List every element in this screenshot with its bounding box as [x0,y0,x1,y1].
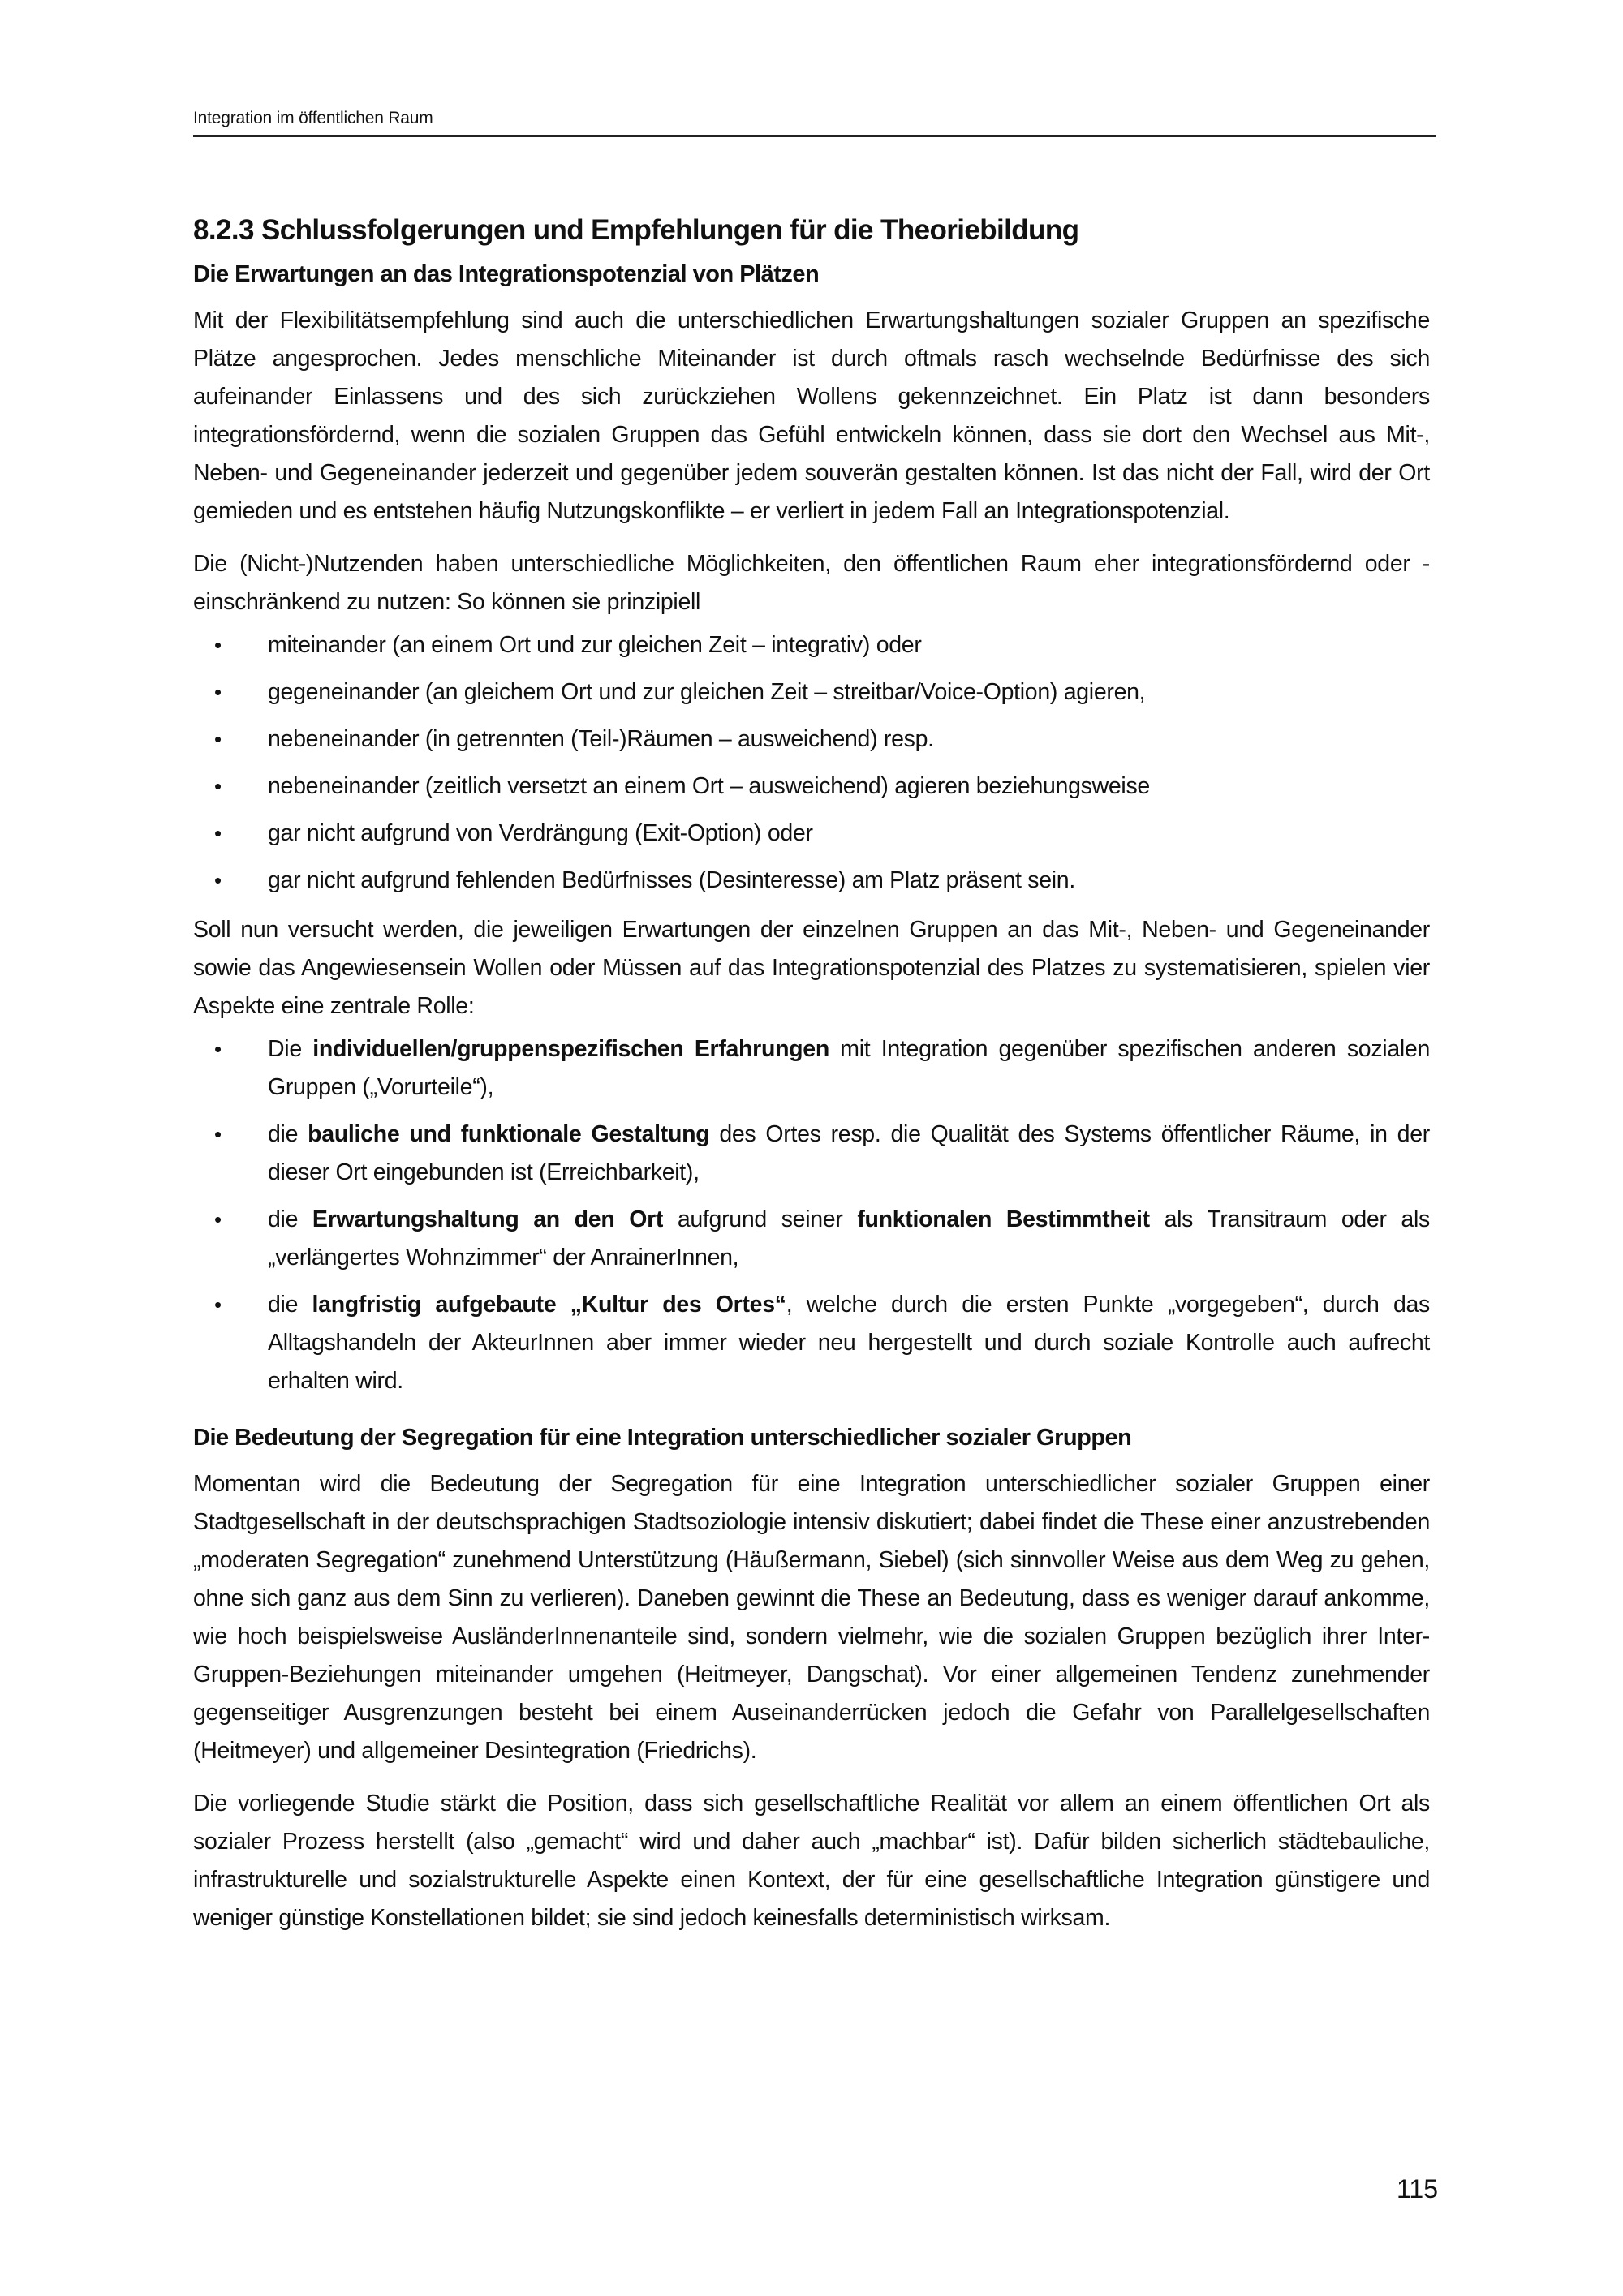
subsection-heading-expectations: Die Erwartungen an das Integrationspotenzial von Plätzen [193,261,820,287]
list-item [193,1116,1430,1192]
bullet-icon: • [214,868,222,892]
paragraph: Die vorliegende Studie stärkt die Position, dass sich gesellschaftliche Realität vor allem an einem öffentlichen Ort als sozialer Prozess herstellt (also „gemacht“ wird und daher auch „machbar“ ist). Dafür bilden sicherlich städtebauliche, infrastrukturelle und sozialstrukturelle Aspekte einen Kontext, der für eine gesellschaftliche Integration günstigere und weniger günstige Konstellationen bildet; sie sind jedoch keinesfalls deterministisch wirksam. [193,1791,1430,1931]
bullet-icon: • [214,1037,222,1061]
list-item [193,862,1430,900]
list-item [193,1030,1430,1107]
bullet-icon: • [214,680,222,704]
page-number: 115 [1396,2174,1438,2204]
list-item [193,673,1430,712]
list-item-text: gegeneinander (an gleichem Ort und zur gleichen Zeit – streitbar/Voice-Option) agieren, [268,679,1146,705]
paragraph: Momentan wird die Bedeutung der Segregation für eine Integration unterschiedlicher sozialer Gruppen einer Stadtgesellschaft in der deutschsprachigen Stadtsoziologie intensiv diskutiert; dabei findet die These einer anzustrebenden „moderaten Segregation“ zunehmend Unterstützung (Häußermann, Siebel) (sich sinnvoller Weise aus dem Weg zu gehen, ohne sich ganz aus dem Sinn zu verlieren). Daneben gewinnt die These an Bedeutung, dass es weniger darauf ankomme, wie hoch beispielsweise AusländerInnenanteile sind, sondern vielmehr, wie die sozialen Gruppen bezüglich ihrer Inter-Gruppen-Beziehungen miteinander umgehen (Heitmeyer, Dangschat). Vor einer allgemeinen Tendenz zunehmender gegenseitiger Ausgrenzungen besteht bei einem Auseinanderrücken jedoch die Gefahr von Parallelgesellschaften (Heitmeyer) und allgemeiner Desintegration (Friedrichs). [193,1471,1430,1764]
bullet-icon: • [214,821,222,845]
bullet-icon: • [214,1292,222,1317]
list-item-text: mit Integration gegenüber spezifischen anderen sozialen Gruppen („Vorurteile“), [268,1036,1431,1100]
paragraph: Soll nun versucht werden, die jeweiligen Erwartungen der einzelnen Gruppen an das Mit-, Neben- und Gegeneinander sowie das Angewiesensein Wollen oder Müssen auf das Integrationspotenzial des Platzes zu systematisieren, spielen vier Aspekte eine zentrale Rolle: [193,917,1430,1019]
bullet-icon: • [214,633,222,657]
bullet-icon: • [214,1122,222,1146]
list-item-text: des Ortes resp. die Qualität des Systems öffentlicher Räume, in der dieser Ort eingebunden ist (Erreichbarkeit), [268,1121,1430,1185]
list-item-text: Die [268,1036,313,1062]
list-item-text: gar nicht aufgrund fehlenden Bedürfnisses (Desinteresse) am Platz präsent sein. [268,867,1075,893]
paragraph: Die (Nicht-)Nutzenden haben unterschiedliche Möglichkeiten, den öffentlichen Raum eher integrationsfördernd oder -einschränkend zu nutzen: So können sie prinzipiell [193,551,1430,615]
list-item-text: miteinander (an einem Ort und zur gleichen Zeit – integrativ) oder [268,632,922,658]
list-item-text: nebeneinander (zeitlich versetzt an einem Ort – ausweichend) agieren beziehungsweise [268,773,1150,799]
list-item-text: aufgrund seiner [663,1206,858,1232]
emphasis-text: individuellen/gruppenspezifischen Erfahrungen [312,1036,829,1062]
list-item [193,1201,1430,1277]
list-item [193,720,1430,759]
subsection-heading-segregation: Die Bedeutung der Segregation für eine Integration unterschiedlicher sozialer Gruppen [193,1425,1132,1451]
aspects-list [193,1030,1430,1400]
list-item [193,767,1430,806]
list-item-text: die [268,1292,312,1318]
list-item-text: , welche durch die ersten Punkte „vorgegeben“, durch das Alltagshandeln der AkteurInnen aber immer wieder neu hergestellt und durch soziale Kontrolle auch aufrecht erhalten wird. [268,1292,1430,1394]
bullet-icon: • [214,727,222,751]
list-item-text: die [268,1121,308,1147]
list-item-text: nebeneinander (in getrennten (Teil-)Räumen – ausweichend) resp. [268,726,934,752]
list-item-text: die [268,1206,312,1232]
bullet-icon: • [214,1207,222,1232]
list-item-text: als Transitraum oder als „verlängertes Wohnzimmer“ der AnrainerInnen, [268,1206,1430,1271]
running-title: Integration im öffentlichen Raum [193,109,433,127]
list-item-text: gar nicht aufgrund von Verdrängung (Exit-Option) oder [268,820,813,846]
section-title: 8.2.3 Schlussfolgerungen und Empfehlungen für die Theoriebildung [193,214,1079,246]
usage-options-list [193,626,1430,900]
emphasis-text: langfristig aufgebaute „Kultur des Ortes“ [312,1292,786,1318]
paragraph: Mit der Flexibilitätsempfehlung sind auch die unterschiedlichen Erwartungshaltungen sozialer Gruppen an spezifische Plätze angesprochen. Jedes menschliche Miteinander ist durch oftmals rasch wechselnde Bedürfnisse des sich aufeinander Einlassens und des sich zurückziehen Wollens gekennzeichnet. Ein Platz ist dann besonders integrationsfördernd, wenn die sozialen Gruppen das Gefühl entwickeln können, dass sie dort den Wechsel aus Mit-, Neben- und Gegeneinander jederzeit und gegenüber jedem souverän gestalten können. Ist das nicht der Fall, wird der Ort gemieden und es entstehen häufig Nutzungskonflikte – er verliert in jedem Fall an Integrationspotenzial. [193,307,1430,524]
bullet-icon: • [214,774,222,798]
list-item [193,626,1430,664]
emphasis-text: funktionalen Bestimmtheit [857,1206,1150,1232]
list-item [193,1286,1430,1400]
list-item [193,815,1430,853]
emphasis-text: Erwartungshaltung an den Ort [312,1206,664,1232]
emphasis-text: bauliche und funktionale Gestaltung [308,1121,710,1147]
page-content [193,213,1430,1952]
running-header [193,109,1436,137]
